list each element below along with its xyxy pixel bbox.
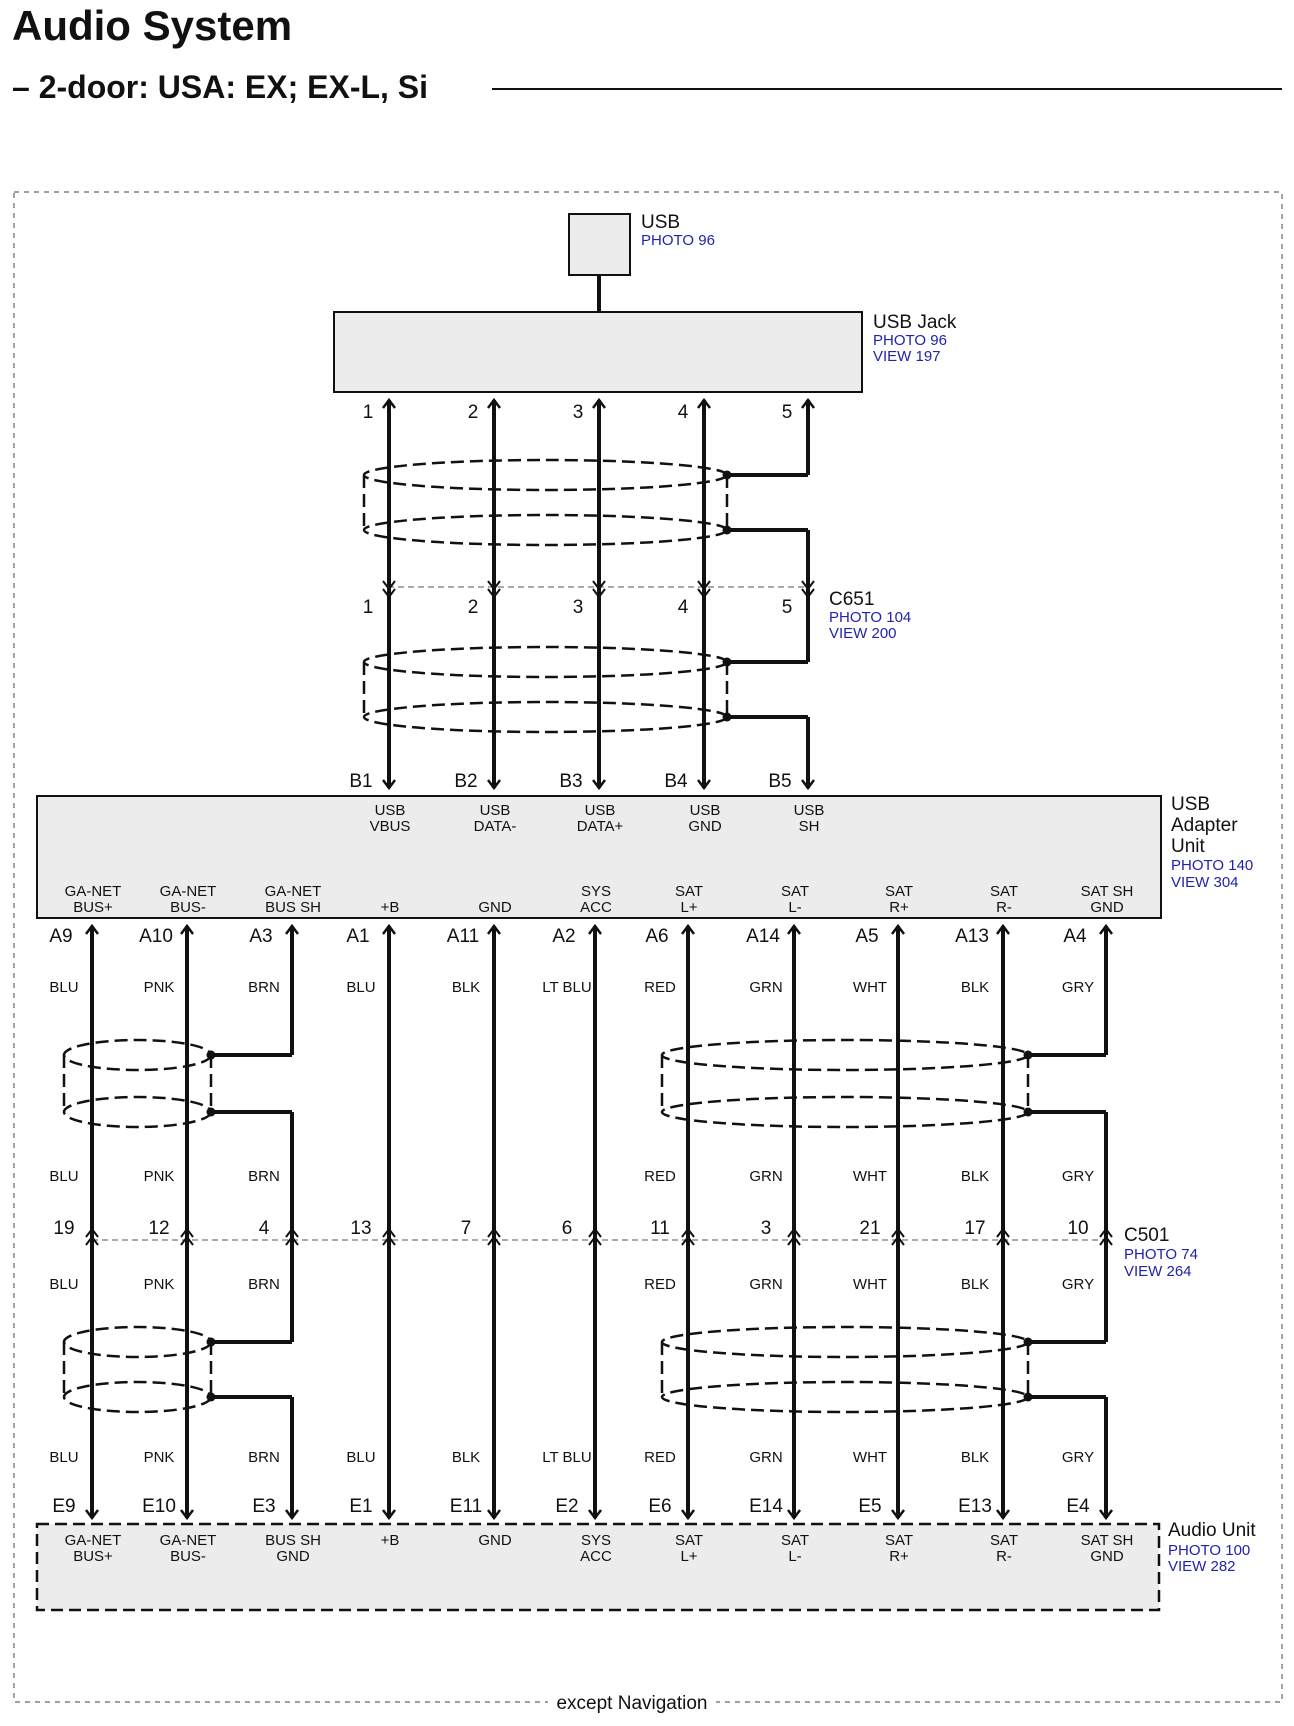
usb-adapter-pin-label: B1	[349, 771, 373, 792]
c501-pin-label: 19	[53, 1218, 75, 1239]
wire-color-label: PNK	[143, 1168, 175, 1185]
wire-color-label: GRY	[1061, 979, 1095, 996]
audio-unit-terminal-label: GND	[478, 1532, 512, 1549]
ga-net-shield-lower-drain-dot	[207, 1393, 216, 1402]
usb-adapter-pin-label: A9	[49, 926, 73, 947]
audio-unit-terminal-label: L-	[788, 1548, 802, 1565]
ga-net-shield-lower	[64, 1327, 216, 1412]
usb-adapter-label-2: Adapter	[1171, 815, 1238, 836]
audio-unit-terminal-label: BUS+	[73, 1548, 113, 1565]
wire-color-label: GRN	[749, 1276, 783, 1293]
wire-color-label: BRN	[248, 979, 280, 996]
usb-adapter-pin-label: A1	[346, 926, 370, 947]
ga-net-shield-upper	[64, 1040, 216, 1127]
audio-unit-terminal-label: GA-NET	[159, 1532, 217, 1549]
wire-color-label: BLK	[960, 1168, 990, 1185]
c651-pin-label: 5	[781, 597, 793, 618]
usb-shield-lower	[364, 647, 732, 732]
audio-unit-terminal-label: GND	[1090, 1548, 1124, 1565]
page-subtitle: – 2-door: USA: EX; EX-L, Si	[12, 69, 429, 105]
audio-unit-terminal-label: R-	[996, 1548, 1012, 1565]
usb-adapter-terminal-label: ACC	[580, 899, 612, 916]
usb-jack-pin-label: 1	[362, 402, 374, 423]
usb-adapter-terminal-label: BUS+	[73, 899, 113, 916]
wire-color-label: WHT	[852, 1449, 888, 1466]
c651-pin-label: 3	[572, 597, 584, 618]
wire-color-label: BLU	[346, 979, 376, 996]
audio-unit-pin-label: E5	[858, 1496, 882, 1517]
audio-unit-terminal-label: +B	[380, 1532, 400, 1549]
usb-adapter-terminal-label: L+	[680, 899, 698, 916]
audio-unit-terminal-label: SAT	[674, 1532, 704, 1549]
usb-label: USB	[641, 212, 681, 233]
usb-shield-upper-drain-dot	[723, 471, 732, 480]
usb-adapter-terminal-label: SAT	[884, 883, 914, 900]
c501-pin-label: 12	[148, 1218, 170, 1239]
c501-pin-label: 7	[460, 1218, 472, 1239]
c501-pin-label: 13	[350, 1218, 372, 1239]
usb-adapter-pin-label: B3	[559, 771, 583, 792]
wire-color-label: BLU	[49, 979, 79, 996]
usb-adapter-pin-label: A5	[855, 926, 879, 947]
usb-adapter-pin-label: A13	[955, 926, 989, 947]
wire-color-label: BRN	[248, 1168, 280, 1185]
wire-color-label: GRN	[749, 1449, 783, 1466]
wire-color-label: BLU	[49, 1449, 79, 1466]
audio-unit-pin-label: E14	[749, 1496, 783, 1517]
usb-adapter-pin-label: A11	[446, 926, 480, 947]
usb-adapter-terminal-label: USB	[793, 802, 825, 819]
wire-color-label: RED	[644, 1168, 676, 1185]
footer-note: except Navigation	[556, 1693, 708, 1714]
wire-color-label: WHT	[852, 1168, 888, 1185]
audio-unit-terminal-label: SAT	[989, 1532, 1019, 1549]
c501-pin-label: 3	[760, 1218, 772, 1239]
usb-photo-ref[interactable]: PHOTO 96	[641, 232, 715, 249]
usb-jack-view-ref[interactable]: VIEW 197	[873, 348, 941, 365]
usb-shield-lower-drain-dot	[723, 658, 732, 667]
audio-unit-terminal-label: SYS	[580, 1532, 612, 1549]
usb-shield-lower-bottom	[364, 702, 727, 732]
usb-adapter-terminal-label: GA-NET	[159, 883, 217, 900]
audio-unit-terminal-label: SAT	[780, 1532, 810, 1549]
c651-photo-ref[interactable]: PHOTO 104	[829, 609, 912, 626]
sat-shield-lower-top	[662, 1327, 1028, 1357]
usb-adapter-terminal-label: DATA+	[576, 818, 624, 835]
audio-unit-terminal-label: ACC	[580, 1548, 612, 1565]
usb-adapter-pin-label: A4	[1063, 926, 1087, 947]
sat-shield-upper-drain-dot	[1024, 1051, 1033, 1060]
usb-adapter-terminal-label: USB	[584, 802, 616, 819]
sat-shield-lower	[662, 1327, 1033, 1412]
usb-adapter-terminal-label: GND	[688, 818, 722, 835]
usb-adapter-terminal-label: SYS	[580, 883, 612, 900]
wire-color-label: BLK	[451, 979, 481, 996]
c501-label: C501	[1124, 1225, 1170, 1246]
audio-wire-group	[49, 883, 1133, 1565]
audio-unit-view-ref[interactable]: VIEW 282	[1168, 1558, 1236, 1575]
audio-unit-terminal-label: GA-NET	[64, 1532, 122, 1549]
sat-shield-lower-drain-dot	[1024, 1338, 1033, 1347]
usb-shield-lower-drain-dot	[723, 713, 732, 722]
usb-shield-upper-top	[364, 460, 727, 490]
usb-adapter-pin-label: A14	[746, 926, 780, 947]
usb-adapter-terminal-label: SAT	[674, 883, 704, 900]
c501-photo-ref[interactable]: PHOTO 74	[1124, 1246, 1198, 1263]
c501-pin-label: 10	[1067, 1218, 1089, 1239]
usb-jack-pin-label: 4	[677, 402, 689, 423]
wire-color-label: BRN	[248, 1276, 280, 1293]
usb-adapter-label-1: USB	[1171, 794, 1211, 815]
usb-wire-group	[349, 400, 824, 835]
audio-unit-terminal-label: GND	[276, 1548, 310, 1565]
usb-adapter-pin-label: A2	[552, 926, 576, 947]
usb-adapter-pin-label: A3	[249, 926, 273, 947]
wire-color-label: PNK	[143, 1276, 175, 1293]
audio-unit-pin-label: E11	[449, 1496, 483, 1517]
diagram-frame	[14, 192, 1282, 1702]
usb-adapter-pin-label: B2	[454, 771, 478, 792]
usb-adapter-terminal-label: VBUS	[369, 818, 411, 835]
usb-adapter-terminal-label: +B	[380, 899, 400, 916]
wire-color-label: GRY	[1061, 1276, 1095, 1293]
usb-jack-pin-label: 3	[572, 402, 584, 423]
c501-pin-label: 21	[859, 1218, 881, 1239]
usb-adapter-terminal-label: USB	[374, 802, 406, 819]
wire-color-label: BLK	[960, 1449, 990, 1466]
page-title: Audio System	[12, 2, 293, 49]
usb-adapter-pin-label: B4	[664, 771, 688, 792]
c501-pin-label: 11	[650, 1218, 670, 1239]
wire-color-label: WHT	[852, 1276, 888, 1293]
usb-adapter-terminal-label: SAT	[780, 883, 810, 900]
usb-adapter-terminal-label: GND	[1090, 899, 1124, 916]
wire-color-label: BLK	[960, 1276, 990, 1293]
usb-adapter-terminal-label: SH	[798, 818, 820, 835]
audio-unit-terminal-label: BUS-	[170, 1548, 206, 1565]
wire-color-label: BLK	[451, 1449, 481, 1466]
ga-net-shield-upper-drain-dot	[207, 1051, 216, 1060]
usb-shield-upper-drain-dot	[723, 526, 732, 535]
wire-color-label: RED	[644, 1449, 676, 1466]
usb-jack-photo-ref[interactable]: PHOTO 96	[873, 332, 947, 349]
usb-adapter-pin-label: B5	[768, 771, 792, 792]
usb-adapter-terminal-label: L-	[788, 899, 802, 916]
sat-shield-upper	[662, 1040, 1033, 1127]
usb-shield-upper	[364, 460, 732, 545]
usb-adapter-terminal-label: SAT	[989, 883, 1019, 900]
wire-color-label: BRN	[248, 1449, 280, 1466]
audio-unit-pin-label: E9	[52, 1496, 76, 1517]
audio-unit-pin-label: E13	[958, 1496, 992, 1517]
audio-unit-pin-label: E10	[142, 1496, 176, 1517]
wire-color-label: WHT	[852, 979, 888, 996]
audio-unit-pin-label: E1	[349, 1496, 373, 1517]
usb-adapter-terminal-label: USB	[689, 802, 721, 819]
wire-color-label: GRN	[749, 979, 783, 996]
usb-jack-label: USB Jack	[873, 312, 957, 333]
audio-unit-pin-label: E2	[555, 1496, 579, 1517]
c651-label: C651	[829, 589, 875, 610]
audio-unit-pin-label: E3	[252, 1496, 276, 1517]
c501-view-ref[interactable]: VIEW 264	[1124, 1263, 1192, 1280]
wire-color-label: RED	[644, 1276, 676, 1293]
audio-unit-photo-ref[interactable]: PHOTO 100	[1168, 1542, 1251, 1559]
wire-color-label: LT BLU	[542, 979, 592, 996]
audio-unit-terminal-label: R+	[889, 1548, 909, 1565]
usb-adapter-terminal-label: USB	[479, 802, 511, 819]
c651-pin-label: 4	[677, 597, 689, 618]
c651-pin-label: 1	[362, 597, 374, 618]
sat-shield-lower-drain-dot	[1024, 1393, 1033, 1402]
wire-color-label: LT BLU	[542, 1449, 592, 1466]
sat-shield-upper-top	[662, 1040, 1028, 1070]
usb-jack-pin-label: 5	[781, 402, 793, 423]
c501-pin-label: 6	[561, 1218, 573, 1239]
usb-adapter-terminal-label: SAT SH	[1080, 883, 1134, 900]
usb-adapter-terminal-label: DATA-	[473, 818, 517, 835]
usb-adapter-terminal-label: GA-NET	[64, 883, 122, 900]
usb-jack-pin-label: 2	[467, 402, 479, 423]
wire-color-label: PNK	[143, 979, 175, 996]
c651-view-ref[interactable]: VIEW 200	[829, 625, 897, 642]
wire-color-label: BLU	[49, 1168, 79, 1185]
sat-shield-upper-drain-dot	[1024, 1108, 1033, 1117]
c651-pin-label: 2	[467, 597, 479, 618]
usb-adapter-view-ref[interactable]: VIEW 304	[1171, 874, 1239, 891]
wire-color-label: BLU	[49, 1276, 79, 1293]
wire-color-label: BLK	[960, 979, 990, 996]
wire-color-label: RED	[644, 979, 676, 996]
wire-color-label: GRY	[1061, 1168, 1095, 1185]
audio-unit-terminal-label: BUS SH	[265, 1532, 321, 1549]
wire-color-label: BLU	[346, 1449, 376, 1466]
wire-color-label: PNK	[143, 1449, 175, 1466]
wire-color-label: GRN	[749, 1168, 783, 1185]
usb-adapter-pin-label: A6	[645, 926, 669, 947]
audio-unit-terminal-label: SAT SH	[1080, 1532, 1134, 1549]
usb-adapter-terminal-label: R+	[889, 899, 909, 916]
usb-adapter-label-3: Unit	[1171, 836, 1205, 857]
wire-color-label: GRY	[1061, 1449, 1095, 1466]
usb-shield-upper-bottom	[364, 515, 727, 545]
usb-adapter-terminal-label: BUS-	[170, 899, 206, 916]
usb-shield-lower-top	[364, 647, 727, 677]
audio-unit-pin-label: E4	[1066, 1496, 1090, 1517]
audio-unit-label: Audio Unit	[1168, 1520, 1256, 1541]
audio-unit-terminal-label: SAT	[884, 1532, 914, 1549]
audio-unit-terminal-label: L+	[680, 1548, 698, 1565]
usb-device-box	[569, 214, 630, 275]
sat-shield-lower-bottom	[662, 1382, 1028, 1412]
sat-shield-upper-bottom	[662, 1097, 1028, 1127]
usb-adapter-pin-label: A10	[139, 926, 173, 947]
usb-adapter-photo-ref[interactable]: PHOTO 140	[1171, 857, 1254, 874]
ga-net-shield-lower-drain-dot	[207, 1338, 216, 1347]
usb-adapter-terminal-label: GA-NET	[264, 883, 322, 900]
c501-pin-label: 4	[258, 1218, 270, 1239]
ga-net-shield-upper-drain-dot	[207, 1108, 216, 1117]
usb-adapter-terminal-label: GND	[478, 899, 512, 916]
usb-jack-box	[334, 312, 862, 392]
audio-unit-pin-label: E6	[648, 1496, 672, 1517]
c501-pin-label: 17	[964, 1218, 986, 1239]
usb-adapter-terminal-label: R-	[996, 899, 1012, 916]
usb-adapter-terminal-label: BUS SH	[265, 899, 321, 916]
